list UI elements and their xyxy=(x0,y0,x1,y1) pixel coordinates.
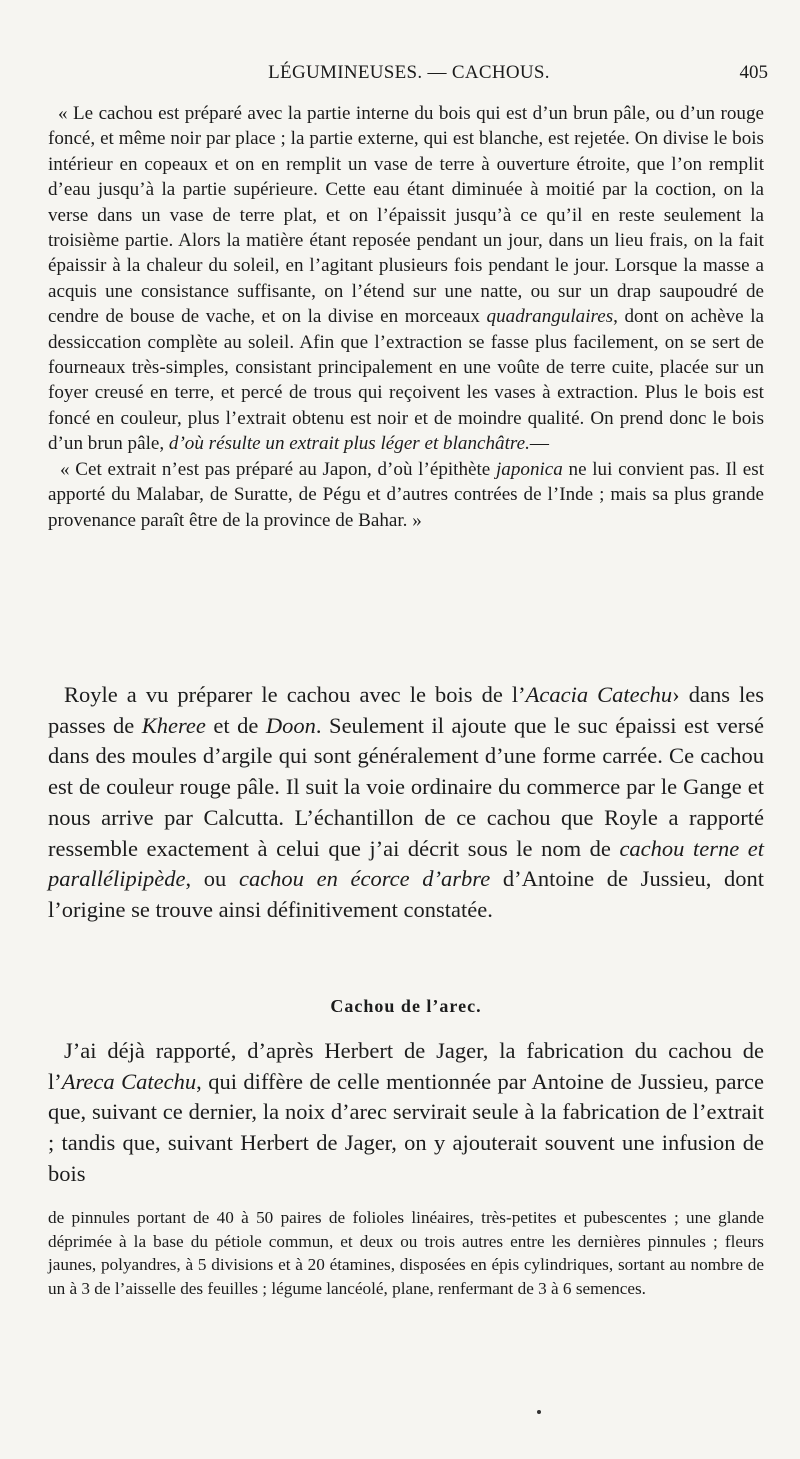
page-number: 405 xyxy=(739,62,768,83)
main-paragraph: Royle a vu préparer le cachou avec le bois de l’Acacia Catechu› dans les passes de Kheree et de Doon. Seulement il ajoute que le suc épaissi est versé dans des moules d’argile qui sont généralement d’une forme carrée. Ce cachou est de couleur rouge pâle. Il suit la voie ordinaire du commerce par le Gange et nous arrive par Calcutta. L’échantillon de ce cachou que Royle a rapporté ressemble exactement à celui que j’ai décrit sous le nom de cachou terne et parallélipipède, ou cachou en écorce d’arbre d’Antoine de Jussieu, dont l’origine se trouve ainsi définitivement constatée. xyxy=(48,682,765,922)
quote-paragraph-2: « Cet extrait n’est pas préparé au Japon, d’où l’épithète japonica ne lui convient pas. Il est apporté du Malabar, de Suratte, de Pégu et d’autres contrées de l’Inde ; mais sa plus grande provenance paraît être de la province de Bahar. » xyxy=(48,458,765,531)
section-heading: Cachou de l’arec. xyxy=(330,996,482,1016)
ink-speck xyxy=(537,1410,541,1414)
running-title: LÉGUMINEUSES. — CACHOUS. xyxy=(268,62,550,83)
page-header xyxy=(48,62,770,88)
section-paragraph: J’ai déjà rapporté, d’après Herbert de Jager, la fabrication du cachou de l’Areca Catechu, qui diffère de celle mentionnée par Antoine de Jussieu, parce que, suivant ce dernier, la noix d’arec servirait seule à la fabrication de l’extrait ; tandis que, suivant Herbert de Jager, on y ajouterait souvent une infusion de bois xyxy=(48,1038,764,1186)
quote-paragraph-1: « Le cachou est préparé avec la partie interne du bois qui est d’un brun pâle, ou d’un rouge foncé, et même noir par place ; la partie externe, qui est blanche, est rejetée. On divise le bois intérieur en copeaux et on en remplit un vase de terre à ouverture étroite, que l’on remplit d’eau jusqu’à la partie supérieure. Cette eau étant diminuée à moitié par la coction, on la verse dans un vase de terre plat, et on l’épaissit jusqu’à ce qu’il en reste seulement la troisième partie. Alors la matière étant reposée pendant un jour, dans un lieu frais, on la fait épaissir à la chaleur du soleil, en l’agitant plusieurs fois pendant le jour. Lorsque la masse a acquis une consistance suffisante, on l’étend sur une natte, ou sur un drap saupoudré de cendre de bouse de vache, et on la divise en morceaux quadrangulaires, dont on achève la dessiccation complète au soleil. Afin que l’extraction se fasse plus facilement, on se sert de fourneaux très-simples, consistant principalement en une voûte de terre cuite, placée sur un foyer creusé en terre, et percé de trous qui reçoivent les vases à extraction. Plus le bois est foncé en couleur, plus l’extrait obtenu est noir et de moindre qualité. On prend donc le bois d’un brun pâle, d’où résulte un extrait plus léger et blanchâtre.— xyxy=(48,103,764,455)
quoted-passage xyxy=(48,101,764,533)
footnote: de pinnules portant de 40 à 50 paires de folioles linéaires, très-petites et pubescentes ; une glande déprimée à la base du pétiole commun, et deux ou trois autres entre les dernières pinnules ; fleurs jaunes, polyandres, à 5 divisions et à 20 étamines, disposées en épis cylindriques, sortant au nombre de un à 3 de l’aisselle des feuilles ; légume lancéolé, plane, renfermant de 3 à 6 semences. xyxy=(48,1208,764,1298)
